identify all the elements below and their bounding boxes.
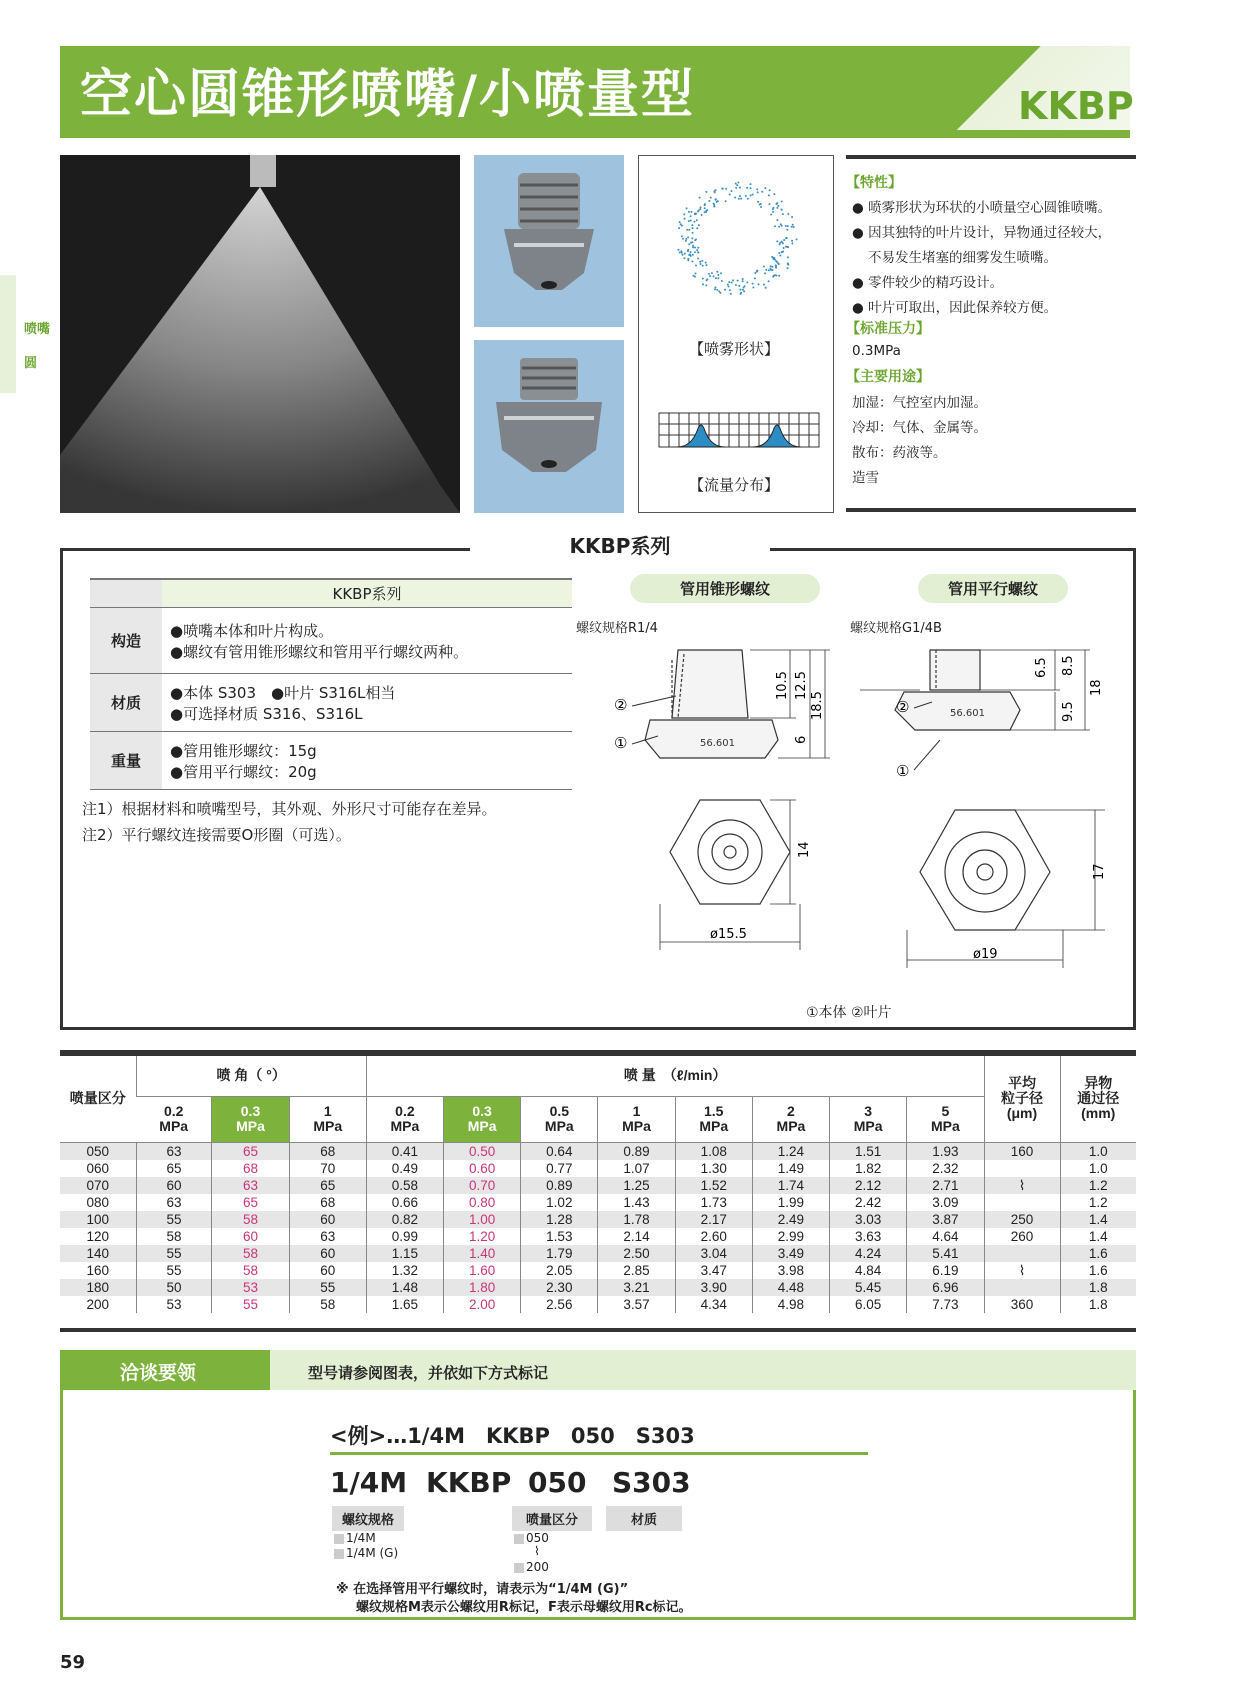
table-cell: 60 — [289, 1245, 366, 1262]
table-cell: 6.96 — [907, 1279, 984, 1296]
pressure-header: 1 MPa — [289, 1096, 366, 1142]
ordering-footnote: 螺纹规格M表示公螺纹用R标记，F表示母螺纹用Rc标记。 — [356, 1600, 692, 1615]
table-cell: 50 — [136, 1279, 212, 1296]
table-cell: 1.15 — [366, 1245, 443, 1262]
table-cell: 1.65 — [366, 1296, 443, 1313]
callout-1: ① — [896, 762, 910, 780]
spec-line: ●螺纹有管用锥形螺纹和管用平行螺纹两种。 — [170, 642, 469, 661]
table-cell: 1.32 — [366, 1262, 443, 1279]
table-cell — [984, 1160, 1060, 1177]
table-row — [60, 1245, 1136, 1262]
code-part-flow: 050 — [528, 1466, 587, 1499]
table-cell: 68 — [289, 1194, 366, 1211]
table-cell: 55 — [136, 1262, 212, 1279]
table-cell: 140 — [60, 1245, 136, 1262]
table-cell: 53 — [136, 1296, 212, 1313]
table-cell: 63 — [136, 1194, 212, 1211]
pressure-header: 2 MPa — [752, 1096, 829, 1142]
table-cell: 3.21 — [598, 1279, 675, 1296]
table-cell: 2.50 — [598, 1245, 675, 1262]
dim: 10.5 — [775, 671, 790, 700]
table-cell: 65 — [212, 1142, 289, 1160]
table-cell: 0.60 — [444, 1160, 521, 1177]
thread-option: 1/4M (G) — [334, 1546, 398, 1560]
dim: 14 — [797, 841, 812, 858]
dim: 12.5 — [794, 671, 809, 700]
table-cell: 55 — [136, 1211, 212, 1228]
table-cell: 3.90 — [675, 1279, 752, 1296]
table-cell: 0.41 — [366, 1142, 443, 1160]
table-cell: 53 — [212, 1279, 289, 1296]
side-tab-label: 圆 — [24, 356, 38, 371]
table-cell: 0.89 — [598, 1142, 675, 1160]
table-row — [60, 1194, 1136, 1211]
spec-row-label: 构造 — [90, 608, 162, 674]
table-cell: 360 — [984, 1296, 1060, 1313]
table-cell: 68 — [289, 1142, 366, 1160]
table-cell: 58 — [289, 1296, 366, 1313]
table-cell: 55 — [289, 1279, 366, 1296]
table-cell: 63 — [212, 1177, 289, 1194]
table-cell: 3.98 — [752, 1262, 829, 1279]
table-cell — [984, 1245, 1060, 1262]
table-cell: 1.4 — [1060, 1228, 1136, 1245]
tag-thread: 螺纹规格 — [332, 1506, 404, 1531]
table-row — [60, 1177, 1136, 1194]
table-cell: 3.09 — [907, 1194, 984, 1211]
table-cell: 080 — [86, 1194, 110, 1210]
col-header-particle: 平均 粒子径 (μm) — [984, 1056, 1060, 1142]
table-cell: 3.87 — [907, 1211, 984, 1228]
table-cell: 63 — [289, 1228, 366, 1245]
dim: 6.5 — [1034, 657, 1049, 678]
table-cell: 1.79 — [521, 1245, 598, 1262]
table-cell: 1.00 — [444, 1211, 521, 1228]
table-cell: 3.63 — [830, 1228, 907, 1245]
table-cell: 2.05 — [521, 1262, 598, 1279]
table-cell: 200 — [86, 1296, 110, 1312]
table-cell: 1.02 — [521, 1194, 598, 1211]
table-cell: 4.64 — [907, 1228, 984, 1245]
table-cell: 1.6 — [1060, 1262, 1136, 1279]
table-cell: 0.64 — [521, 1142, 598, 1160]
taper-thread-spec: 螺纹规格R1/4 — [576, 621, 658, 636]
table-cell: 1.43 — [598, 1194, 675, 1211]
table-cell: 160 — [984, 1142, 1060, 1160]
spec-line: ●喷嘴本体和叶片构成。 — [170, 621, 334, 640]
nozzle-photo-parallel — [474, 340, 624, 513]
pressure-header: 5 MPa — [907, 1096, 984, 1142]
table-cell: 1.07 — [598, 1160, 675, 1177]
table-cell: 63 — [136, 1142, 212, 1160]
table-cell: 1.80 — [444, 1279, 521, 1296]
table-cell: 1.6 — [1060, 1245, 1136, 1262]
series-heading: KKBP系列 — [470, 530, 770, 559]
divider — [846, 508, 1136, 512]
table-cell: 0.80 — [444, 1194, 521, 1211]
table-cell: 2.17 — [675, 1211, 752, 1228]
ordering-example: <例>…1/4M KKBP 050 S303 — [330, 1424, 695, 1448]
dim: ø15.5 — [710, 927, 747, 942]
table-cell: 60 — [212, 1228, 289, 1245]
table-cell — [984, 1279, 1060, 1296]
pressure-header: 0.3 MPa — [212, 1096, 289, 1142]
table-cell: 0.99 — [366, 1228, 443, 1245]
table-cell: 050 — [60, 1142, 136, 1160]
use-line: 加湿：气控室内加湿。 — [852, 395, 987, 411]
table-cell: 2.56 — [521, 1296, 598, 1313]
spec-line: ●管用锥形螺纹：15g — [170, 741, 317, 760]
table-cell: 1.28 — [521, 1211, 598, 1228]
table-cell: ⌇ — [984, 1177, 1060, 1194]
table-cell: 70 — [289, 1160, 366, 1177]
divider — [846, 155, 1136, 159]
feature-line: ● 因其独特的叶片设计，异物通过径较大， — [852, 225, 1112, 241]
table-cell: 1.20 — [444, 1228, 521, 1245]
table-cell: 2.42 — [830, 1194, 907, 1211]
note: 注1）根据材料和喷嘴型号，其外观、外形尺寸可能存在差异。 — [82, 800, 497, 818]
spray-shape-diagram — [639, 176, 835, 306]
flow-data-table — [60, 1056, 1136, 1313]
flow-distribution-diagram — [659, 411, 819, 451]
spray-shape-label: 【喷雾形状】 — [689, 340, 780, 358]
table-cell: 160 — [86, 1262, 110, 1278]
table-cell: 58 — [212, 1211, 289, 1228]
spec-row-label: 重量 — [90, 732, 162, 790]
table-cell: 0.89 — [521, 1177, 598, 1194]
spec-line: ●本体 S303 ●叶片 S316L相当 — [170, 683, 396, 702]
feature-line: ● 叶片可取出，因此保养较方便。 — [852, 300, 1058, 316]
table-cell: 2.60 — [675, 1228, 752, 1245]
pressure-header: 0.2 MPa — [136, 1096, 212, 1142]
header-underline — [60, 130, 1130, 138]
table-cell: 65 — [136, 1160, 212, 1177]
table-cell: 0.49 — [366, 1160, 443, 1177]
pressure-header: 3 MPa — [830, 1096, 907, 1142]
table-cell: 1.8 — [1060, 1279, 1136, 1296]
table-cell: 1.82 — [830, 1160, 907, 1177]
table-cell: 58 — [212, 1262, 289, 1279]
dim: ø19 — [973, 947, 998, 962]
table-cell: 58 — [136, 1228, 212, 1245]
table-cell: 2.30 — [521, 1279, 598, 1296]
table-cell: 1.24 — [752, 1142, 829, 1160]
table-row — [60, 1211, 1136, 1228]
table-cell: 1.0 — [1060, 1160, 1136, 1177]
table-cell: 1.25 — [598, 1177, 675, 1194]
table-cell: 070 — [60, 1177, 136, 1194]
table-cell: 4.48 — [752, 1279, 829, 1296]
table-cell: 120 — [86, 1228, 110, 1244]
flow-option: 050 — [514, 1531, 549, 1545]
table-cell: 2.14 — [598, 1228, 675, 1245]
table-row — [60, 1262, 1136, 1279]
table-cell: 0.50 — [444, 1142, 521, 1160]
table-cell: 55 — [212, 1296, 289, 1313]
taper-side-drawing — [600, 630, 840, 785]
table-cell: 1.49 — [752, 1160, 829, 1177]
standard-pressure: 0.3MPa — [852, 343, 901, 359]
table-cell: 250 — [984, 1211, 1060, 1228]
tag-material: 材质 — [606, 1506, 682, 1531]
pressure-header: 0.2 MPa — [366, 1096, 443, 1142]
feature-line: 不易发生堵塞的细雾发生喷嘴。 — [868, 250, 1057, 266]
table-cell: 2.49 — [752, 1211, 829, 1228]
pressure-header: 0.5 MPa — [521, 1096, 598, 1142]
table-cell: 1.73 — [675, 1194, 752, 1211]
col-header-free-passage: 异物 通过径 (mm) — [1060, 1056, 1136, 1142]
dim: 8.5 — [1061, 655, 1076, 676]
ordering-underline — [330, 1452, 868, 1455]
table-cell: 1.2 — [1060, 1194, 1136, 1211]
dim: 6 — [794, 735, 809, 744]
table-cell: 6.05 — [830, 1296, 907, 1313]
tag-flow: 喷量区分 — [512, 1506, 592, 1531]
table-cell: 2.32 — [907, 1160, 984, 1177]
feature-line: ● 喷雾形状为环状的小喷量空心圆锥喷嘴。 — [852, 200, 1112, 216]
table-cell: 1.51 — [830, 1142, 907, 1160]
taper-bottom-drawing — [640, 790, 840, 965]
table-cell: 3.47 — [675, 1262, 752, 1279]
table-cell: 2.12 — [830, 1177, 907, 1194]
note: 注2）平行螺纹连接需要O形圈（可选）。 — [82, 826, 351, 844]
callout-1: ① — [614, 734, 628, 752]
table-cell: 65 — [212, 1194, 289, 1211]
feature-line: ● 零件较少的精巧设计。 — [852, 275, 1004, 291]
table-cell: 58 — [212, 1245, 289, 1262]
col-header-flow-code: 喷量区分 — [60, 1056, 136, 1142]
table-cell: 4.34 — [675, 1296, 752, 1313]
uses-heading: 【主要用途】 — [846, 369, 930, 385]
col-header-flow: 喷 量 （ℓ/min） — [366, 1056, 984, 1096]
table-cell: 1.53 — [521, 1228, 598, 1245]
table-cell: 0.66 — [366, 1194, 443, 1211]
body-mark: 56.601 — [700, 738, 735, 749]
code-part-series: KKBP — [426, 1466, 512, 1499]
spec-row-label: 材质 — [90, 674, 162, 732]
ordering-heading: 洽谈要领 — [60, 1350, 270, 1390]
pressure-header: 0.3 MPa — [444, 1096, 521, 1142]
parallel-bottom-drawing — [905, 800, 1115, 980]
spec-table-header: KKBP系列 — [162, 579, 572, 608]
thread-option: 1/4M — [334, 1531, 376, 1545]
nozzle-photo-taper — [474, 155, 624, 327]
body-mark: 56.601 — [950, 708, 985, 719]
table-cell: 60 — [289, 1262, 366, 1279]
table-cell: 55 — [136, 1245, 212, 1262]
parts-legend: ①本体 ②叶片 — [806, 1005, 892, 1021]
table-cell: 1.60 — [444, 1262, 521, 1279]
table-cell: 2.99 — [752, 1228, 829, 1245]
use-line: 散布：药液等。 — [852, 445, 947, 461]
table-cell: 4.24 — [830, 1245, 907, 1262]
table-row — [60, 1160, 1136, 1177]
features-heading: 【特性】 — [846, 175, 902, 191]
spray-pattern-box — [638, 155, 834, 513]
table-cell: 1.8 — [1060, 1296, 1136, 1313]
table-cell: 100 — [60, 1211, 136, 1228]
table-cell: 1.93 — [907, 1142, 984, 1160]
side-tab — [0, 275, 16, 393]
flow-option: ⌇ — [534, 1544, 540, 1558]
col-header-angle: 喷 角（ °） — [136, 1056, 366, 1096]
ordering-footnote: ※ 在选择管用平行螺纹时，请表示为“1/4M (G)” — [336, 1582, 629, 1597]
table-cell: 1.30 — [675, 1160, 752, 1177]
spec-table — [90, 578, 572, 790]
use-line: 造雪 — [852, 470, 879, 486]
page-number: 59 — [60, 1652, 86, 1673]
table-cell: 2.71 — [907, 1177, 984, 1194]
callout-2: ② — [896, 698, 910, 716]
page-title: 空心圆锥形喷嘴/小喷量型 — [80, 65, 695, 125]
table-cell: 7.73 — [907, 1296, 984, 1313]
callout-2: ② — [614, 696, 628, 714]
code-part-material: S303 — [612, 1466, 691, 1499]
spec-line: ●可选择材质 S316、S316L — [170, 704, 363, 723]
pressure-header: 1 MPa — [598, 1096, 675, 1142]
table-cell: 0.77 — [521, 1160, 598, 1177]
table-cell: 1.99 — [752, 1194, 829, 1211]
table-cell: 0.82 — [366, 1211, 443, 1228]
use-line: 冷却：气体、金属等。 — [852, 420, 987, 436]
ordering-description: 型号请参阅图表，并依如下方式标记 — [308, 1364, 549, 1382]
table-cell: 2.00 — [444, 1296, 521, 1313]
table-cell: 1.74 — [752, 1177, 829, 1194]
taper-thread-heading: 管用锥形螺纹 — [630, 574, 820, 603]
table-cell: 4.84 — [830, 1262, 907, 1279]
parallel-thread-heading: 管用平行螺纹 — [918, 574, 1068, 603]
table-cell: 180 — [60, 1279, 136, 1296]
table-cell: 4.98 — [752, 1296, 829, 1313]
table-cell: ⌇ — [984, 1262, 1060, 1279]
table-cell: 3.03 — [830, 1211, 907, 1228]
dim: 9.5 — [1061, 701, 1076, 722]
table-cell: 60 — [289, 1211, 366, 1228]
table-row — [60, 1296, 1136, 1313]
table-cell: 65 — [289, 1177, 366, 1194]
table-cell: 1.40 — [444, 1245, 521, 1262]
table-cell: 260 — [984, 1228, 1060, 1245]
product-code: KKBP — [1018, 84, 1134, 128]
parallel-thread-spec: 螺纹规格G1/4B — [850, 621, 942, 636]
table-cell: 5.45 — [830, 1279, 907, 1296]
dim: 18.5 — [810, 691, 825, 720]
table-cell: 1.4 — [1060, 1211, 1136, 1228]
table-cell: 1.48 — [366, 1279, 443, 1296]
table-cell: 3.04 — [675, 1245, 752, 1262]
pressure-header: 1.5 MPa — [675, 1096, 752, 1142]
side-tab-label: 喷嘴 — [24, 322, 51, 337]
table-cell: 68 — [212, 1160, 289, 1177]
flow-distribution-label: 【流量分布】 — [689, 476, 780, 494]
dim: 17 — [1092, 863, 1107, 880]
table-cell: 0.70 — [444, 1177, 521, 1194]
table-cell: 1.78 — [598, 1211, 675, 1228]
table-cell — [984, 1194, 1060, 1211]
table-cell: 0.58 — [366, 1177, 443, 1194]
code-part-thread: 1/4M — [330, 1466, 408, 1499]
table-cell: 3.57 — [598, 1296, 675, 1313]
table-row — [60, 1142, 1136, 1160]
table-bottom-rule — [60, 1328, 1136, 1332]
table-cell: 1.0 — [1060, 1142, 1136, 1160]
table-cell: 60 — [136, 1177, 212, 1194]
pressure-heading: 【标准压力】 — [846, 321, 930, 337]
table-cell: 2.85 — [598, 1262, 675, 1279]
table-cell: 1.2 — [1060, 1177, 1136, 1194]
table-cell: 3.49 — [752, 1245, 829, 1262]
parallel-side-drawing — [860, 630, 1104, 785]
dim: 18 — [1089, 679, 1104, 696]
table-cell: 6.19 — [907, 1262, 984, 1279]
flow-option: 200 — [514, 1560, 549, 1574]
table-cell: 060 — [86, 1160, 110, 1176]
table-row — [60, 1279, 1136, 1296]
table-cell: 1.08 — [675, 1142, 752, 1160]
table-row — [60, 1228, 1136, 1245]
table-cell: 1.52 — [675, 1177, 752, 1194]
spray-photo — [60, 155, 460, 513]
spec-line: ●管用平行螺纹：20g — [170, 762, 317, 781]
table-cell: 5.41 — [907, 1245, 984, 1262]
